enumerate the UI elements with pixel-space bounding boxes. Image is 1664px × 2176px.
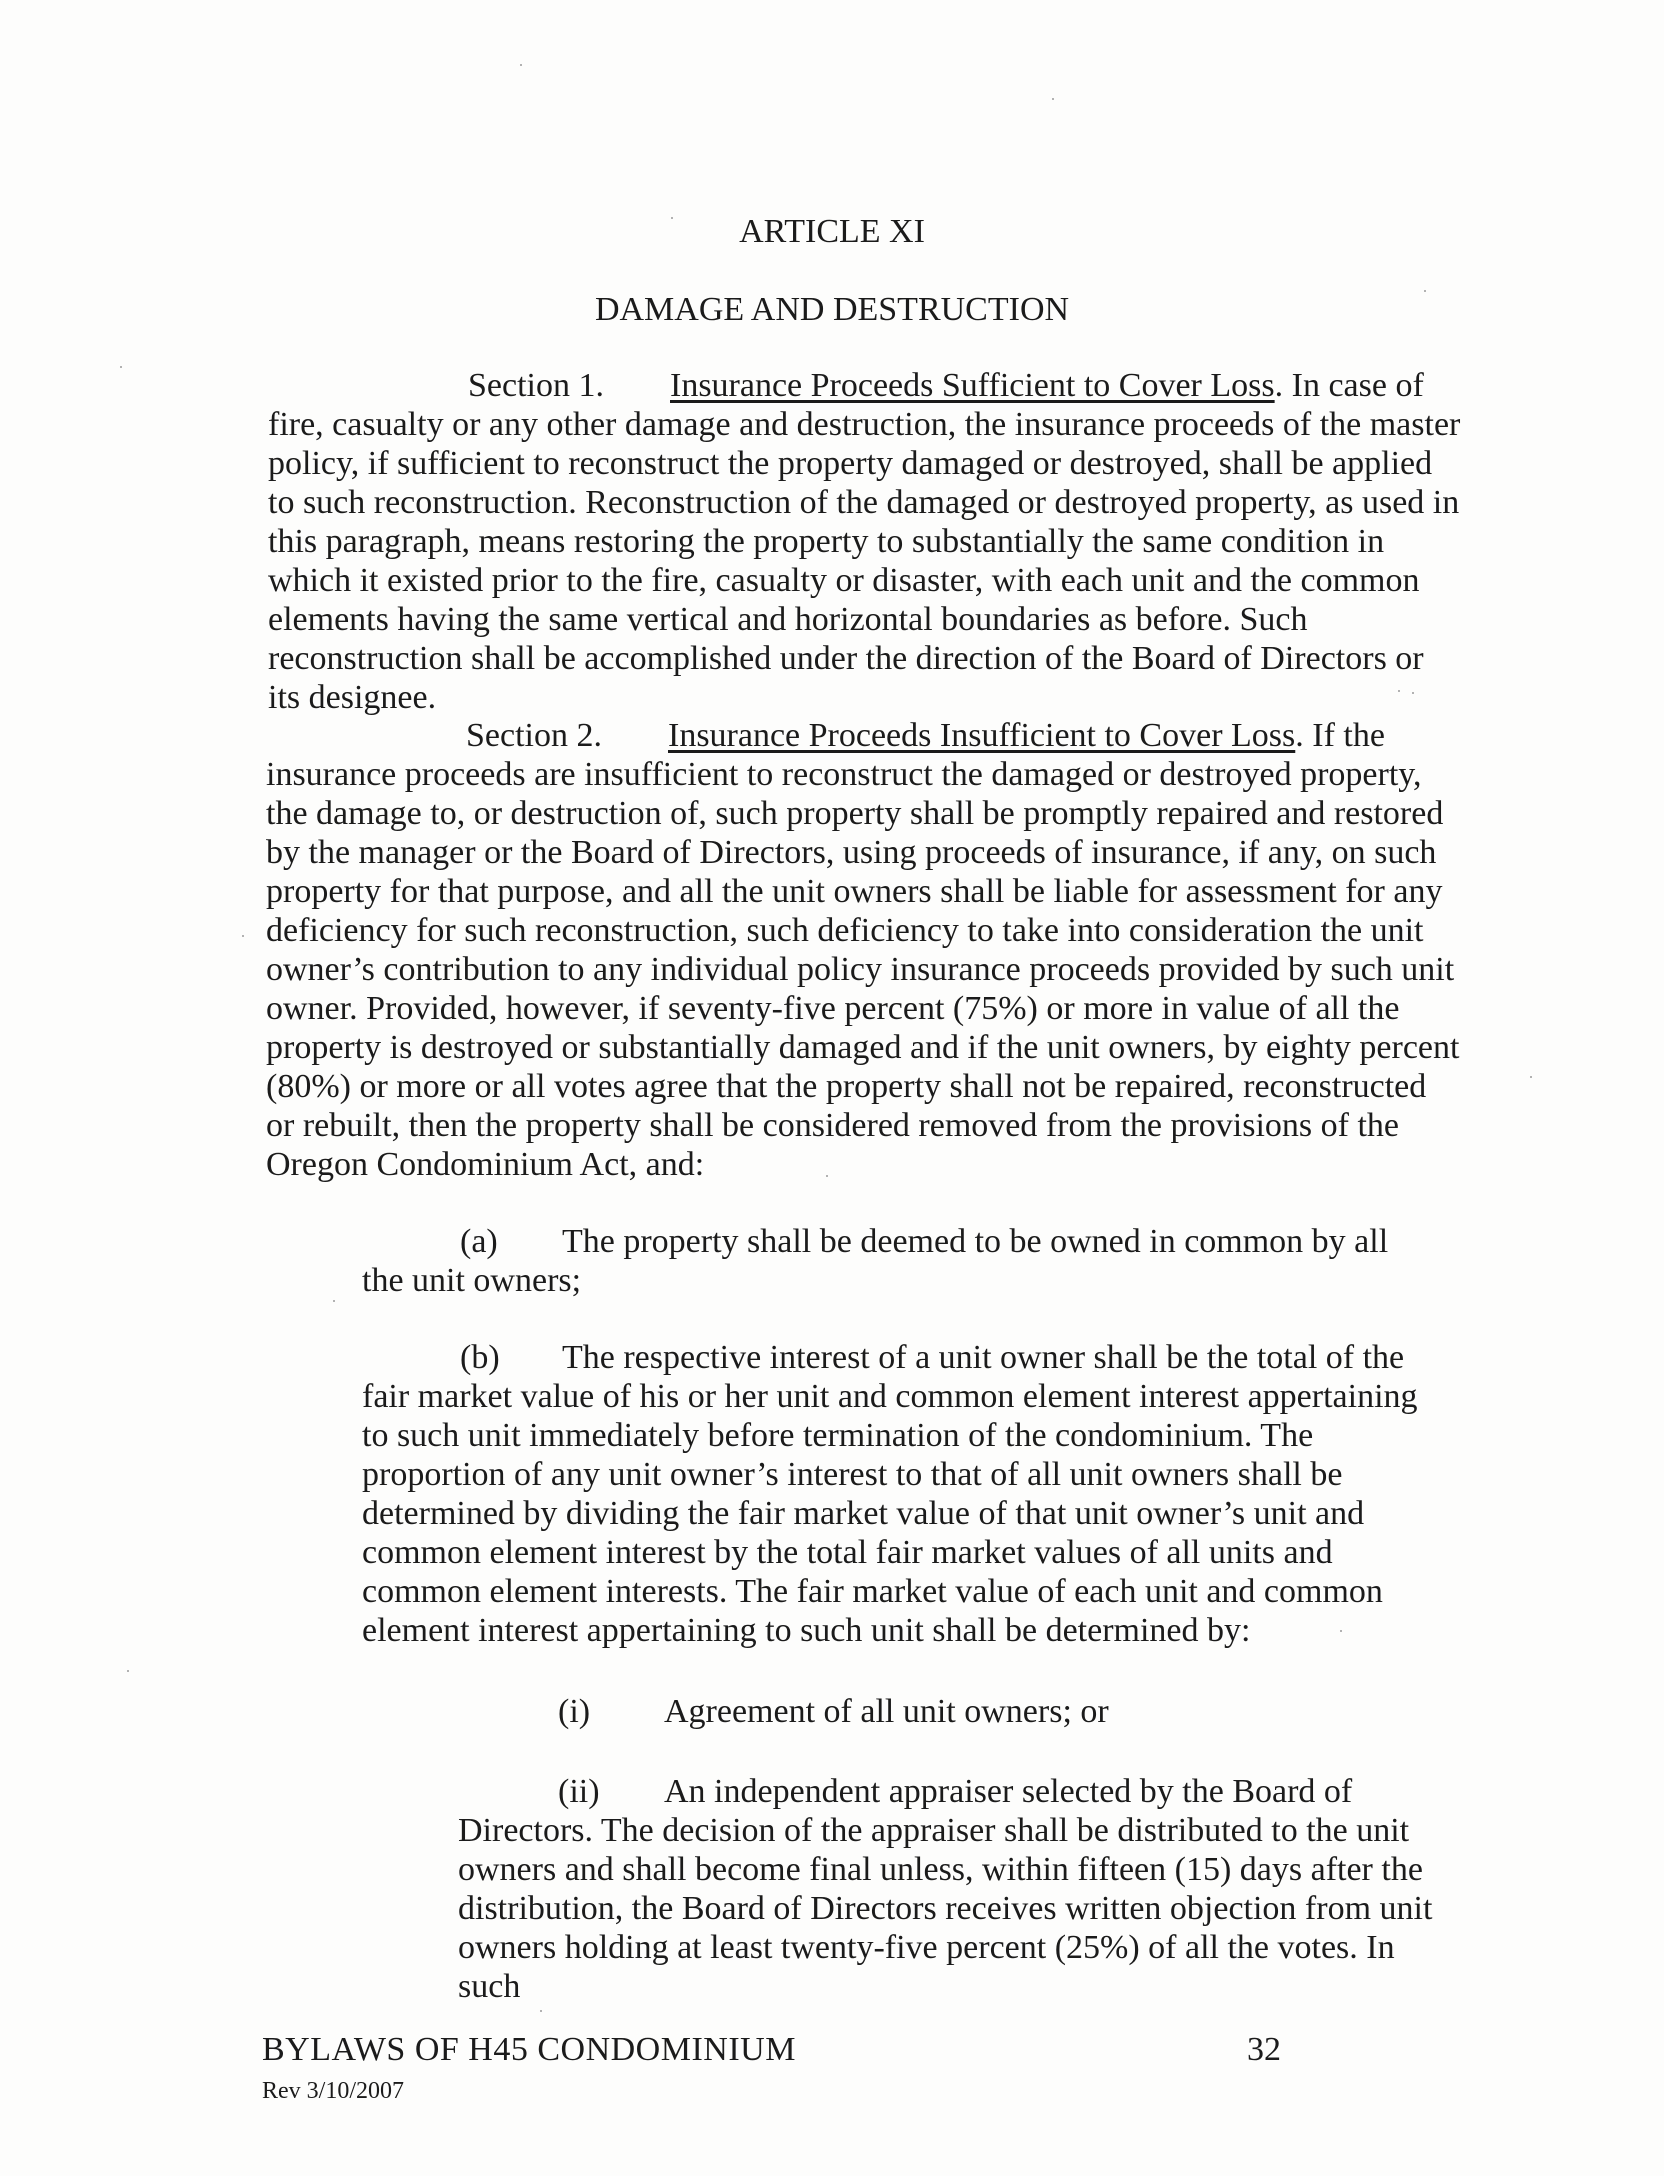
item-b-paragraph [362, 1338, 1452, 1650]
section-2-paragraph [266, 716, 1462, 1184]
scan-speck [242, 935, 244, 937]
scan-speck [333, 1300, 335, 1302]
item-a-text: The property shall be deemed to be owned in common by all the unit owners; [362, 1223, 1389, 1299]
footer-document-title: BYLAWS OF H45 CONDOMINIUM [262, 2031, 796, 2068]
item-ii-paragraph [458, 1772, 1458, 2006]
section-2-body: . If the insurance proceeds are insufficient to reconstruct the damaged or destroyed property, the damage to, or destruction of, such property shall be promptly repaired and restored by the manager or the Board of Directors, using proceeds of insurance, if any, on such property for that purpose, and all the unit owners shall be liable for assessment for any deficiency for such reconstruction, such deficiency to take into consideration the unit owner’s contribution to any individual policy insurance proceeds provided by such unit owner. Provided, however, if seventy-five percent (75%) or more in value of all the property is destroyed or substantially damaged and if the unit owners, by eighty percent (80%) or more or all votes agree that the property shall not be repaired, reconstructed or rebuilt, then the property shall be considered removed from the provisions of the Oregon Condominium Act, and: [266, 717, 1460, 1183]
item-b-label: (b) [460, 1339, 500, 1376]
footer-revision: Rev 3/10/2007 [262, 2078, 404, 2104]
item-i-text: Agreement of all unit owners; or [664, 1693, 1109, 1730]
section-1-paragraph [268, 366, 1462, 717]
section-2-label: Section 2. [466, 717, 602, 754]
scan-speck [127, 1670, 129, 1672]
page-number: 32 [1247, 2031, 1281, 2068]
scan-speck [1530, 1076, 1532, 1078]
section-1-body: . In case of fire, casualty or any other damage and destruction, the insurance proceeds of the master policy, if sufficient to reconstruct the property damaged or destroyed, shall be applied to such reconstruction. Reconstruction of the damaged or destroyed property, as used in this paragraph, means restoring the property to substantially the same condition in which it existed prior to the fire, casualty or disaster, with each unit and the common elements having the same vertical and horizontal boundaries as before. Such reconstruction shall be accomplished under the direction of the Board of Directors or its designee. [268, 367, 1461, 716]
item-ii-label: (ii) [558, 1773, 600, 1810]
article-subtitle: DAMAGE AND DESTRUCTION [594, 291, 1070, 328]
scan-speck [120, 366, 122, 368]
section-2-heading: Insurance Proceeds Insufficient to Cover Loss [668, 717, 1296, 754]
item-b-text: The respective interest of a unit owner shall be the total of the fair market value of his or her unit and common element interest appertaining to such unit immediately before termination of the condominium. The proportion of any unit owner’s interest to that of all unit owners shall be determined by dividing the fair market value of that unit owner’s unit and common element interest by the total fair market values of all units and common element interests. The fair market value of each unit and common element interest appertaining to such unit shall be determined by: [362, 1339, 1418, 1649]
item-i-label: (i) [558, 1693, 591, 1730]
item-a-label: (a) [460, 1223, 498, 1260]
item-ii-text: An independent appraiser selected by the Board of Directors. The decision of the appraiser shall be distributed to the unit owners and shall become final unless, within fifteen (15) days after the distribution, the Board of Directors receives written objection from unit owners holding at least twenty-five percent (25%) of all the votes. In such [458, 1773, 1433, 2005]
item-i-paragraph [458, 1692, 1458, 1731]
scan-speck [520, 64, 522, 66]
article-title: ARTICLE XI [739, 213, 925, 250]
item-a-paragraph [362, 1222, 1422, 1300]
scan-speck [1052, 98, 1054, 100]
section-1-heading: Insurance Proceeds Sufficient to Cover Loss [670, 367, 1275, 404]
section-1-label: Section 1. [468, 367, 604, 404]
scan-speck [540, 2010, 542, 2012]
